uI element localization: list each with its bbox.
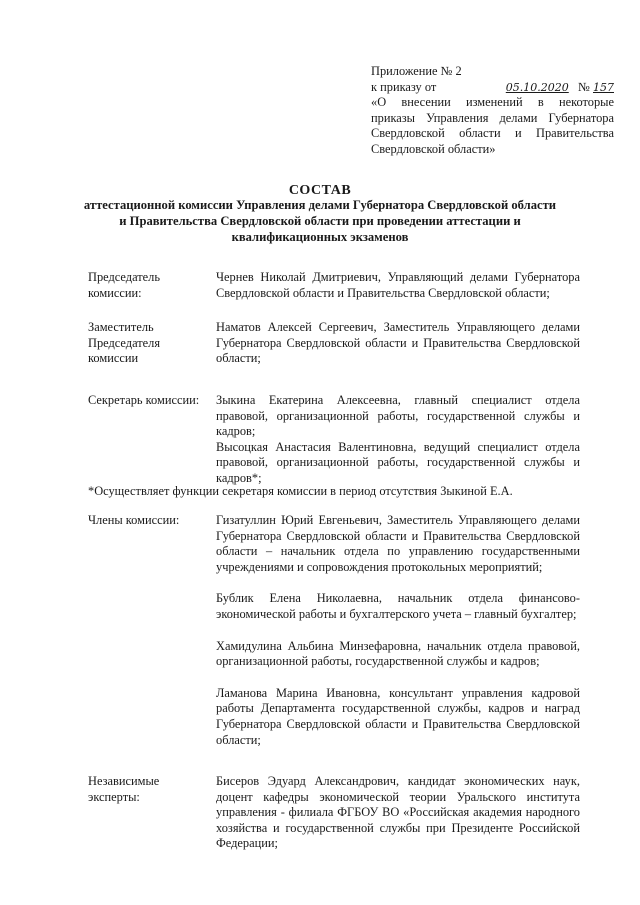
order-number-label: № xyxy=(578,79,590,94)
role-label: Председатель комиссии: xyxy=(88,270,161,300)
person-entry: Наматов Алексей Сергеевич, Заместитель Управляющего делами Губернатора Свердловской области и Правительства Свердловской области; xyxy=(216,320,580,366)
order-date: 05.10.2020 xyxy=(505,80,569,94)
role-label: Члены комиссии: xyxy=(88,513,180,527)
document-title: СОСТАВ xyxy=(288,183,352,198)
person-entry: Чернев Николай Дмитриевич, Управляющий делами Губернатора Свердловской области и Правительства Свердловской области; xyxy=(216,270,580,300)
appendix-header xyxy=(371,64,614,158)
person-entry: Бисеров Эдуард Александрович, кандидат экономических наук, доцент кафедры экономической теории Уральского института управления - филиала ФГБОУ ВО «Российская академия народного хозяйства и государственной службы при Президенте Российской Федерации; xyxy=(216,774,580,851)
role-label: Заместитель Председателя комиссии xyxy=(88,320,161,366)
subtitle-line: аттестационной комиссии Управления делами Губернатора Свердловской области xyxy=(83,198,557,212)
order-title-line: Свердловской области и Правительства xyxy=(371,126,614,141)
order-reference xyxy=(371,80,614,96)
order-number: 157 xyxy=(593,80,614,94)
order-title-line: приказы Управления делами Губернатора xyxy=(371,110,614,125)
appendix-number: Приложение № 2 xyxy=(371,64,462,78)
order-title-line: Свердловской области» xyxy=(371,141,496,156)
role-label: Секретарь комиссии: xyxy=(88,393,200,407)
role-label: Независимые эксперты: xyxy=(88,774,160,804)
subtitle-line: квалификационных экзаменов xyxy=(231,229,409,244)
person-entry: Гизатуллин Юрий Евгеньевич, Заместитель Управляющего делами Губернатора Свердловской области и Правительства Свердловской области – начальник отдела по управлению государственными учреждениями и сопровождения протокольных мероприятий; Бублик Елена Николаевна, начальник отдела финансово-экономической работы и бухгалтерского учета – главный бухгалтер; Хамидулина Альбина Минзефаровна, начальник отдела правовой, организационной работы, государственной службы и кадров; Ламанова Марина Ивановна, консультант управления кадровой работы Департамента государственной службы, кадров и наград Губернатора Свердловской области и Правительства Свердловской области; xyxy=(216,513,580,747)
order-title-line: «О внесении изменений в некоторые xyxy=(371,95,614,110)
person-entry: Зыкина Екатерина Алексеевна, главный специалист отдела правовой, организационной работы, государственной службы и кадров; Высоцкая Анастасия Валентиновна, ведущий специалист отдела правовой, организационной работы, государственной службы и кадров*; xyxy=(216,393,580,485)
order-prefix: к приказу от xyxy=(371,79,437,94)
document-subtitle xyxy=(0,198,640,245)
footnote: *Осуществляет функции секретаря комиссии в период отсутствия Зыкиной Е.А. xyxy=(88,484,513,498)
subtitle-line: и Правительства Свердловской области при проведении аттестации и xyxy=(119,213,521,228)
